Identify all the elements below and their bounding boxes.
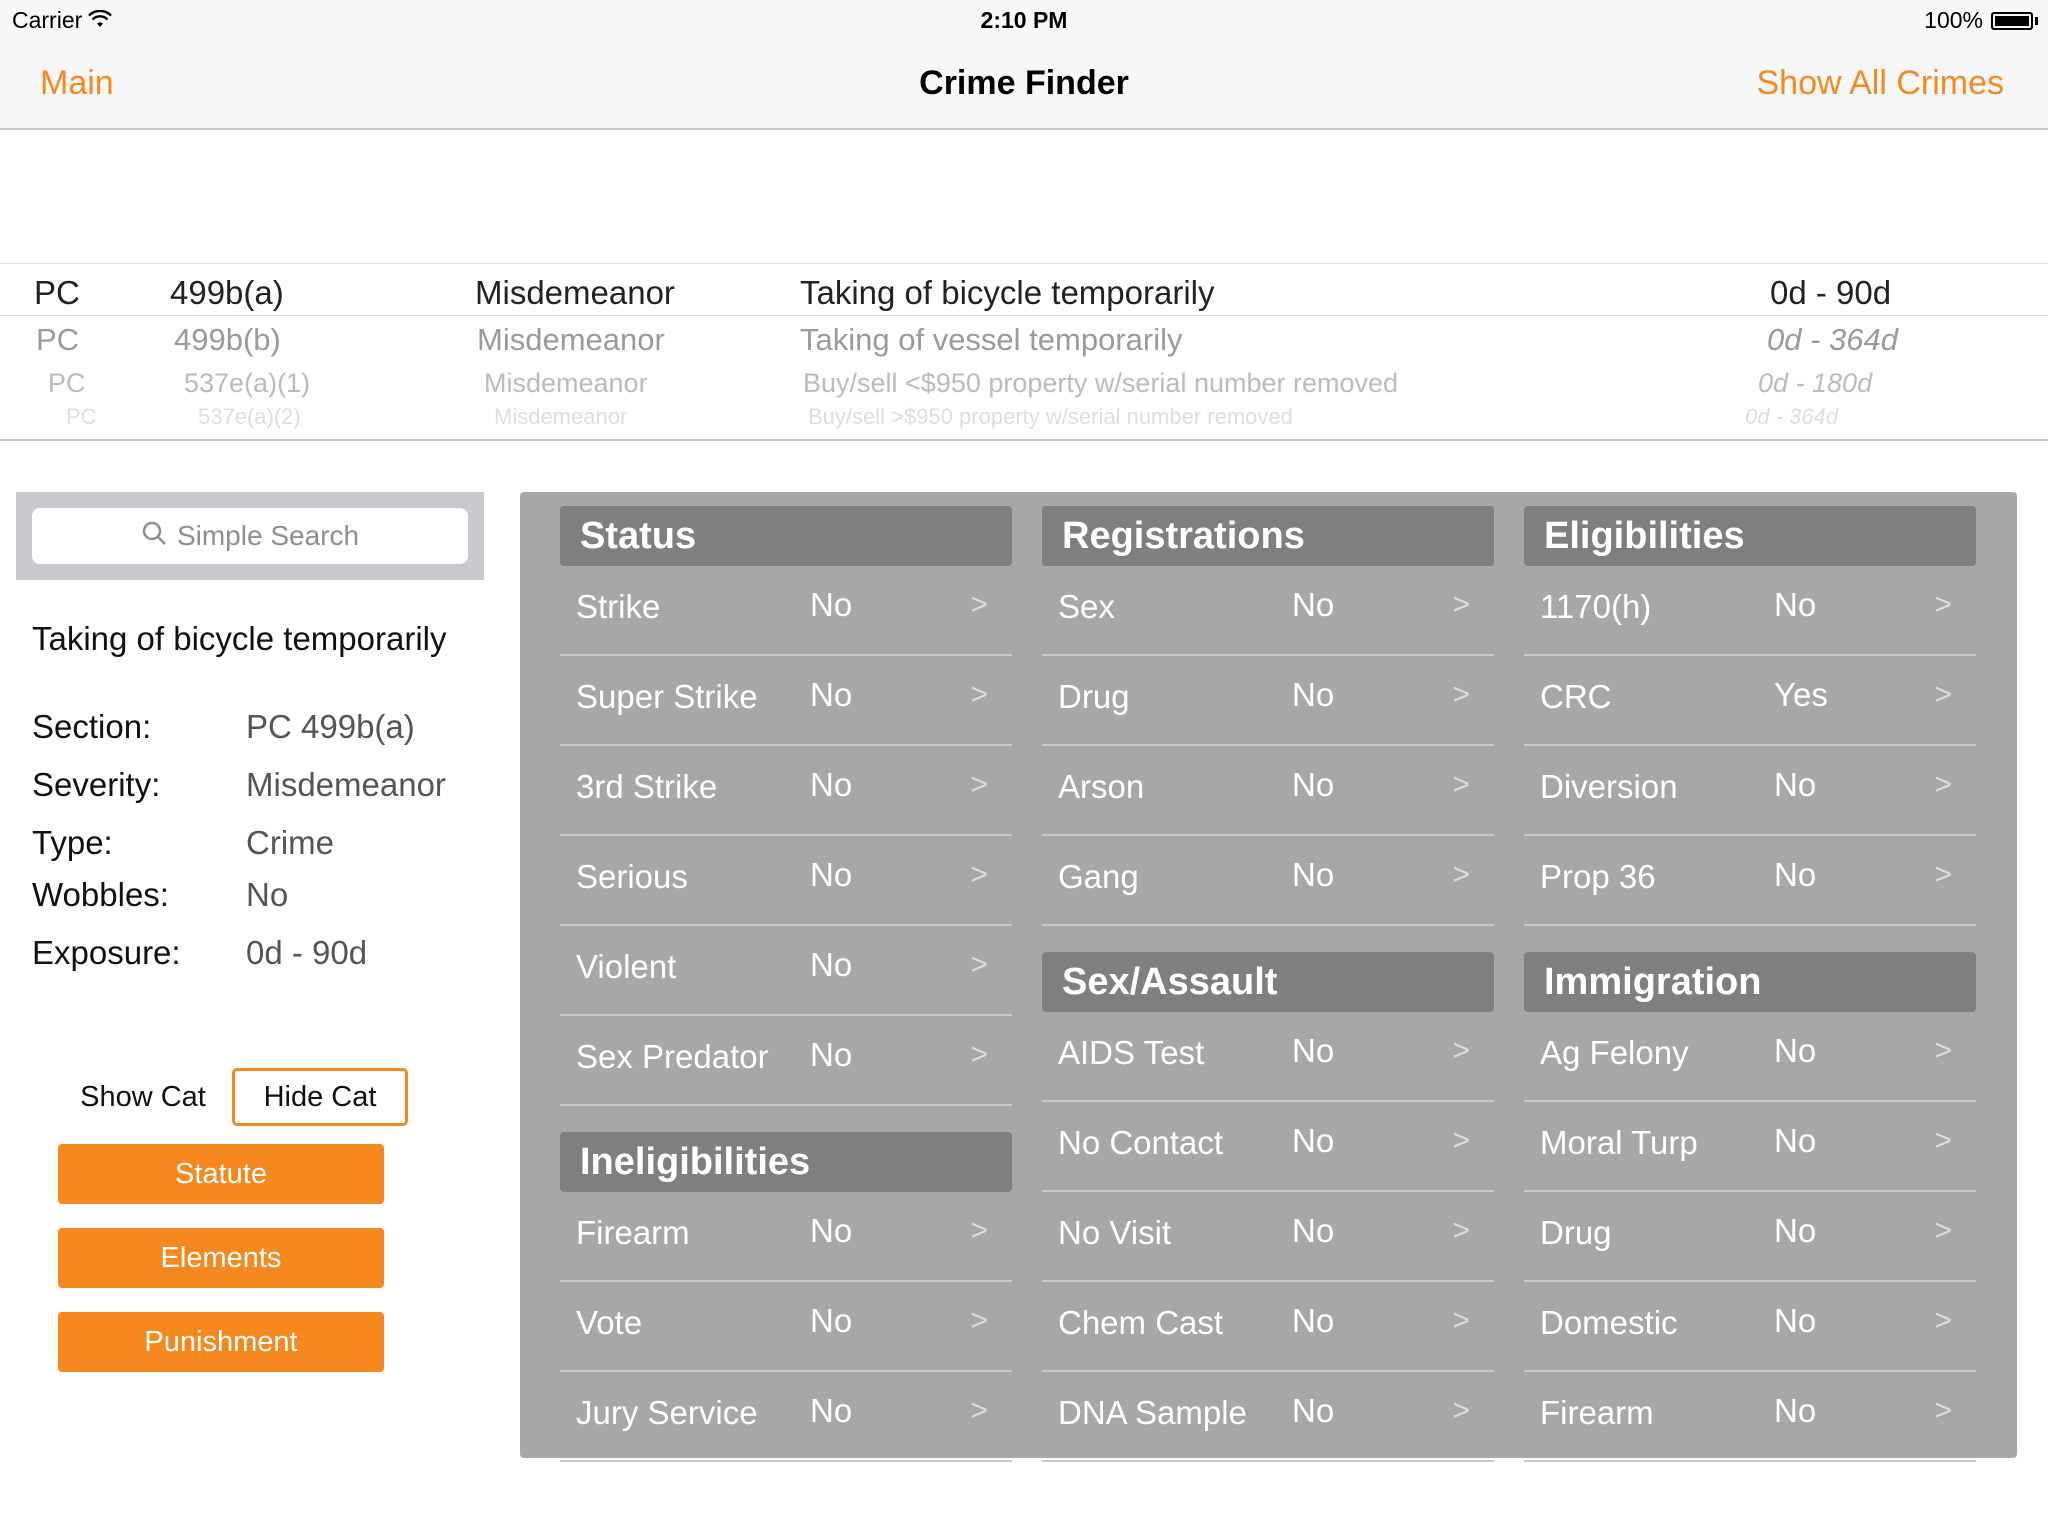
search-input[interactable] (32, 508, 468, 564)
status-row[interactable] (560, 746, 1012, 836)
detail-label: Type: (32, 824, 113, 861)
detail-exposure (32, 934, 368, 972)
row-value: No (810, 1302, 853, 1339)
row-value: No (810, 1036, 853, 1073)
row-value: No (810, 946, 853, 983)
status-row[interactable] (560, 836, 1012, 926)
category-panel (520, 492, 2017, 1458)
picker-description: Taking of bicycle temporarily (800, 274, 1215, 311)
row-value: No (1292, 856, 1335, 893)
picker-description: Taking of vessel temporarily (800, 322, 1183, 357)
row-label: Firearm (576, 1214, 690, 1251)
picker-exposure: 0d - 180d (1758, 368, 1873, 398)
status-row[interactable] (560, 566, 1012, 656)
row-value: No (1774, 766, 1817, 803)
battery-label: 100% (1924, 7, 1983, 33)
picker-selection-line (0, 315, 2048, 316)
row-value: No (1774, 1392, 1817, 1429)
row-label: Firearm (1540, 1394, 1654, 1431)
section-header-eligibilities: Eligibilities (1524, 506, 1976, 566)
picker-section: 537e(a)(2) (198, 404, 301, 429)
show-cat-toggle[interactable]: Show Cat (80, 1080, 206, 1113)
crime-picker[interactable] (0, 263, 2048, 441)
row-value: No (1774, 1212, 1817, 1249)
navigation-bar (0, 40, 2048, 130)
detail-wobbles (32, 876, 289, 914)
row-label: Jury Service (576, 1394, 758, 1431)
detail-label: Wobbles: (32, 876, 169, 913)
row-label: Moral Turp (1540, 1124, 1698, 1161)
row-label: Super Strike (576, 678, 758, 715)
picker-description: Buy/sell <$950 property w/serial number removed (803, 368, 1399, 398)
picker-code: PC (48, 368, 86, 398)
battery-indicator (1924, 7, 2038, 34)
row-label: Gang (1058, 858, 1139, 895)
row-value: No (810, 766, 853, 803)
chevron-right-icon: > (970, 768, 988, 801)
row-value: No (1774, 1302, 1817, 1339)
row-label: Serious (576, 858, 688, 895)
chevron-right-icon: > (1452, 858, 1470, 891)
punishment-button[interactable]: Punishment (58, 1312, 384, 1372)
registration-row[interactable] (1042, 566, 1494, 656)
chevron-right-icon: > (1934, 1214, 1952, 1247)
row-label: Diversion (1540, 768, 1678, 805)
picker-exposure: 0d - 364d (1745, 404, 1838, 429)
chevron-right-icon: > (970, 1304, 988, 1337)
search-placeholder: Simple Search (176, 520, 360, 551)
detail-value: Crime (246, 824, 334, 861)
detail-label: Severity: (32, 766, 161, 803)
chevron-right-icon: > (1934, 678, 1952, 711)
detail-label: Section: (32, 708, 152, 745)
row-label: Strike (576, 588, 661, 625)
column-status (560, 506, 1012, 1462)
sex-assault-row[interactable] (1042, 1282, 1494, 1372)
carrier-label: Carrier (12, 7, 83, 33)
picker-severity: Misdemeanor (484, 368, 648, 398)
row-value: No (1292, 1302, 1335, 1339)
eligibility-row[interactable] (1524, 746, 1976, 836)
row-value: No (1292, 1392, 1335, 1429)
detail-value: PC 499b(a) (246, 708, 415, 745)
picker-code: PC (36, 322, 80, 357)
chevron-right-icon: > (1934, 858, 1952, 891)
detail-label: Exposure: (32, 934, 181, 971)
chevron-right-icon: > (1452, 588, 1470, 621)
chevron-right-icon: > (1934, 1124, 1952, 1157)
eligibility-row[interactable] (1524, 836, 1976, 926)
sex-assault-row[interactable] (1042, 1372, 1494, 1462)
picker-exposure: 0d - 364d (1767, 322, 1898, 357)
eligibility-row[interactable] (1524, 566, 1976, 656)
picker-description: Buy/sell >$950 property w/serial number removed (808, 404, 1293, 429)
row-label: 3rd Strike (576, 768, 718, 805)
detail-severity (32, 766, 446, 804)
chevron-right-icon: > (970, 948, 988, 981)
picker-section: 537e(a)(1) (184, 368, 311, 398)
detail-section (32, 708, 415, 746)
chevron-right-icon: > (970, 1038, 988, 1071)
registration-row[interactable] (1042, 836, 1494, 926)
picker-section: 499b(a) (170, 274, 284, 311)
status-row[interactable] (560, 1016, 1012, 1106)
chevron-right-icon: > (1934, 588, 1952, 621)
detail-value: No (246, 876, 289, 913)
section-header-status: Status (560, 506, 1012, 566)
clock: 2:10 PM (980, 7, 1068, 33)
chevron-right-icon: > (970, 1214, 988, 1247)
chevron-right-icon: > (970, 858, 988, 891)
row-value: No (1292, 1122, 1335, 1159)
crime-description: Taking of bicycle temporarily (32, 620, 447, 657)
row-label: Drug (1058, 678, 1130, 715)
status-bar (0, 0, 2048, 40)
row-value: No (810, 856, 853, 893)
row-label: No Visit (1058, 1214, 1172, 1251)
chevron-right-icon: > (1934, 768, 1952, 801)
row-label: Vote (576, 1304, 643, 1341)
row-label: Ag Felony (1540, 1034, 1689, 1071)
row-label: 1170(h) (1540, 588, 1652, 625)
chevron-right-icon: > (1934, 1304, 1952, 1337)
detail-value: 0d - 90d (246, 934, 368, 971)
row-label: No Contact (1058, 1124, 1224, 1161)
chevron-right-icon: > (1452, 1124, 1470, 1157)
registration-row[interactable] (1042, 746, 1494, 836)
ineligibility-row[interactable] (560, 1372, 1012, 1462)
row-label: Violent (576, 948, 677, 985)
immigration-row[interactable] (1524, 1102, 1976, 1192)
row-label: Chem Cast (1058, 1304, 1224, 1341)
row-value: No (1292, 1212, 1335, 1249)
row-value: No (1292, 586, 1335, 623)
row-value: No (1774, 1122, 1817, 1159)
chevron-right-icon: > (1452, 1034, 1470, 1067)
immigration-row[interactable] (1524, 1192, 1976, 1282)
row-value: No (1774, 856, 1817, 893)
chevron-right-icon: > (1452, 678, 1470, 711)
search-bar (16, 492, 484, 580)
picker-section: 499b(b) (174, 322, 281, 357)
chevron-right-icon: > (1934, 1034, 1952, 1067)
row-value: No (1774, 586, 1817, 623)
row-label: CRC (1540, 678, 1612, 715)
picker-severity: Misdemeanor (475, 274, 675, 311)
elements-button[interactable]: Elements (58, 1228, 384, 1288)
section-header-sex-assault: Sex/Assault (1042, 952, 1494, 1012)
row-value: No (1292, 676, 1335, 713)
status-row[interactable] (560, 656, 1012, 746)
column-registrations (1042, 506, 1494, 1462)
picker-code: PC (34, 274, 80, 311)
row-label: Arson (1058, 768, 1145, 805)
row-value: No (1774, 1032, 1817, 1069)
hide-cat-toggle[interactable]: Hide Cat (232, 1068, 408, 1126)
sex-assault-row[interactable] (1042, 1192, 1494, 1282)
picker-exposure: 0d - 90d (1770, 274, 1892, 311)
chevron-right-icon: > (970, 588, 988, 621)
chevron-right-icon: > (1452, 768, 1470, 801)
section-header-registrations: Registrations (1042, 506, 1494, 566)
eligibility-row[interactable] (1524, 656, 1976, 746)
statute-button[interactable]: Statute (58, 1144, 384, 1204)
row-label: Prop 36 (1540, 858, 1656, 895)
picker-code: PC (66, 404, 97, 429)
ineligibility-row[interactable] (560, 1192, 1012, 1282)
row-label: Sex Predator (576, 1038, 769, 1075)
chevron-right-icon: > (1934, 1394, 1952, 1427)
column-eligibilities (1524, 506, 1976, 1462)
row-label: AIDS Test (1058, 1034, 1205, 1071)
battery-icon (1991, 12, 2033, 30)
sex-assault-row[interactable] (1042, 1102, 1494, 1192)
row-value: No (1292, 766, 1335, 803)
row-label: DNA Sample (1058, 1394, 1247, 1431)
row-value: No (810, 1392, 853, 1429)
chevron-right-icon: > (1452, 1214, 1470, 1247)
detail-type (32, 824, 334, 862)
row-value: Yes (1774, 676, 1828, 713)
chevron-right-icon: > (970, 678, 988, 711)
immigration-row[interactable] (1524, 1012, 1976, 1102)
registration-row[interactable] (1042, 656, 1494, 746)
chevron-right-icon: > (970, 1394, 988, 1427)
row-value: No (1292, 1032, 1335, 1069)
section-header-immigration: Immigration (1524, 952, 1976, 1012)
sex-assault-row[interactable] (1042, 1012, 1494, 1102)
row-label: Drug (1540, 1214, 1612, 1251)
row-value: No (810, 676, 853, 713)
ineligibility-row[interactable] (560, 1282, 1012, 1372)
show-all-crimes-button[interactable]: Show All Crimes (1756, 64, 2004, 102)
immigration-row[interactable] (1524, 1372, 1976, 1462)
main-back-button[interactable]: Main (40, 64, 114, 102)
chevron-right-icon: > (1452, 1394, 1470, 1427)
row-value: No (810, 1212, 853, 1249)
row-label: Domestic (1540, 1304, 1678, 1341)
page-title: Crime Finder (919, 64, 1129, 102)
row-label: Sex (1058, 588, 1115, 625)
row-value: No (810, 586, 853, 623)
detail-value: Misdemeanor (246, 766, 446, 803)
search-icon (141, 520, 167, 553)
chevron-right-icon: > (1452, 1304, 1470, 1337)
immigration-row[interactable] (1524, 1282, 1976, 1372)
picker-severity: Misdemeanor (477, 322, 665, 357)
picker-severity: Misdemeanor (494, 404, 628, 429)
section-header-ineligibilities: Ineligibilities (560, 1132, 1012, 1192)
status-row[interactable] (560, 926, 1012, 1016)
battery-tip (2035, 17, 2038, 25)
